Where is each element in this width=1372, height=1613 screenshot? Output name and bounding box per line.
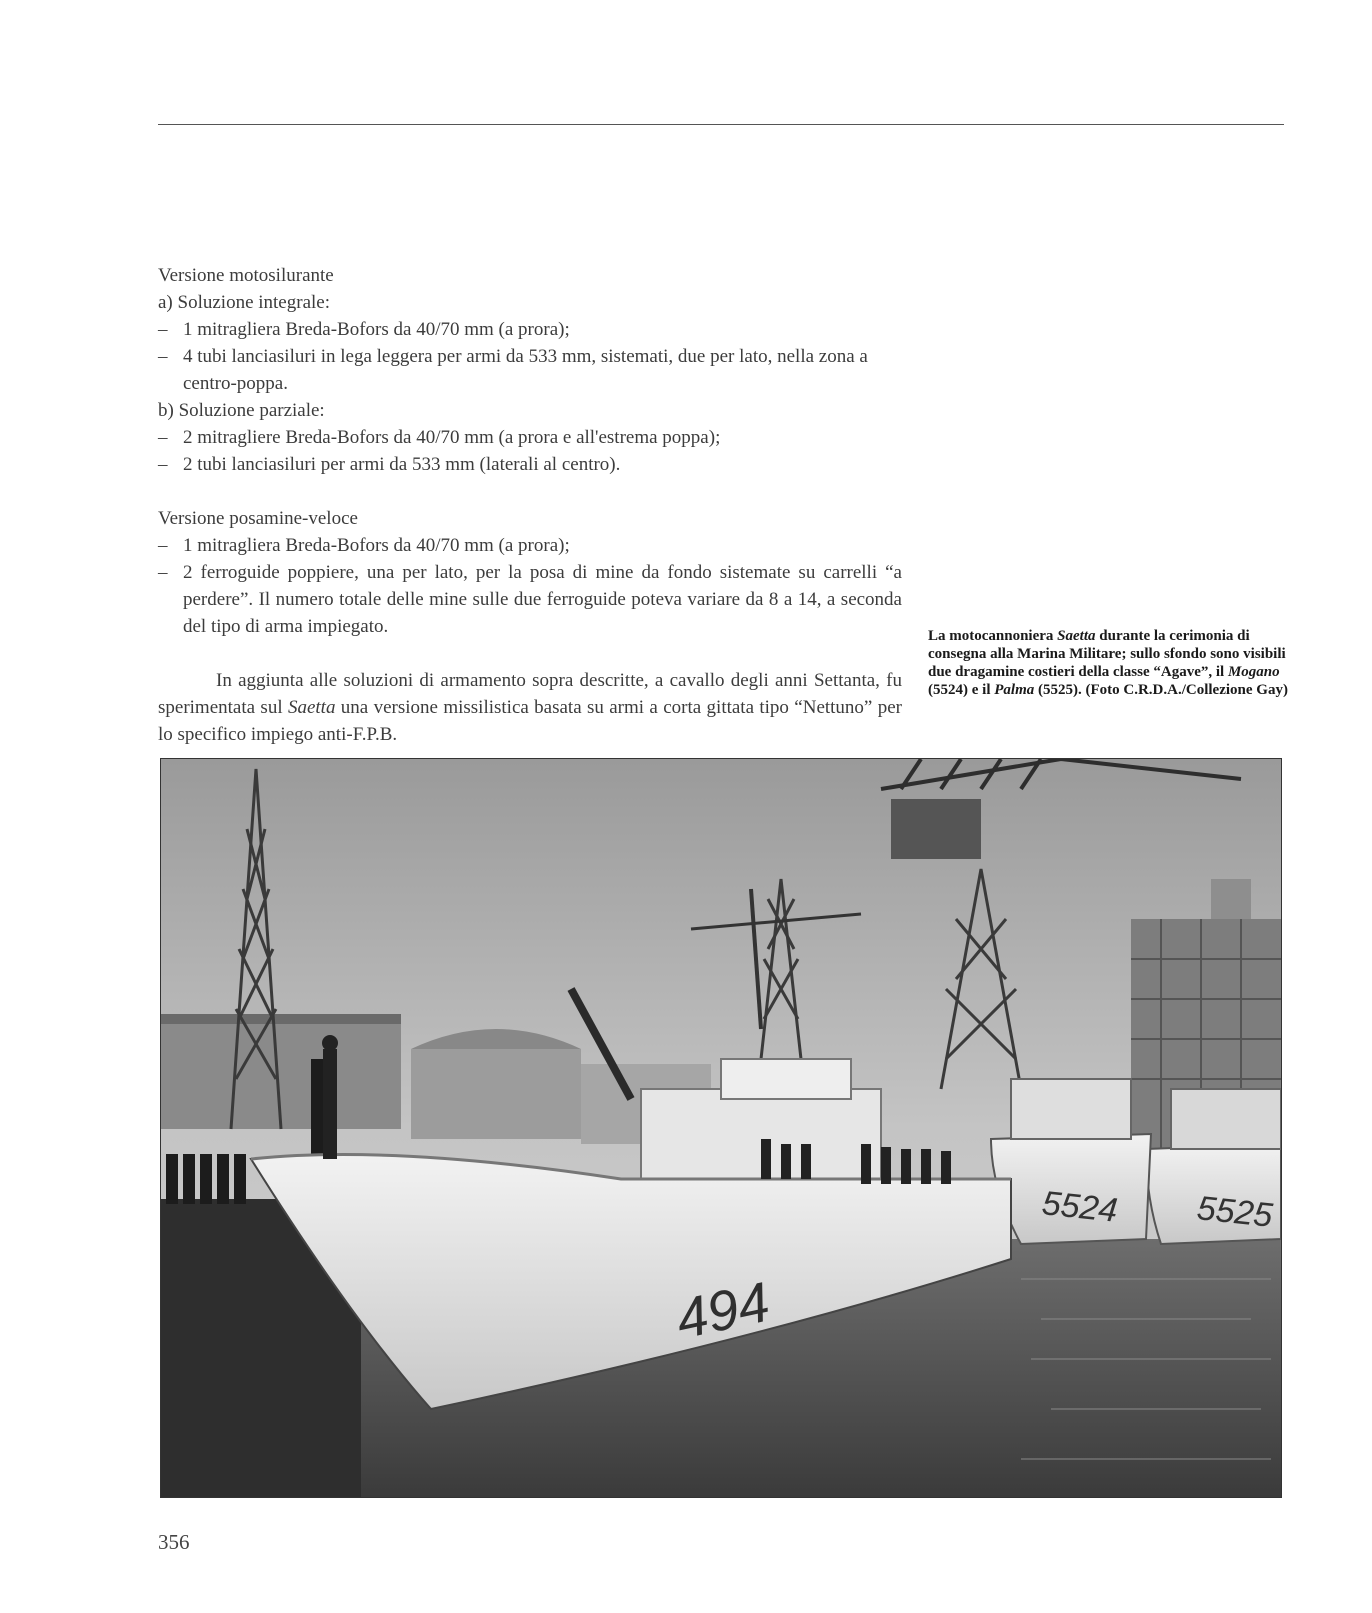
paragraph-missile	[158, 667, 902, 748]
hull-number: 494	[670, 1269, 775, 1351]
caption-text: La motocannoniera	[928, 628, 1058, 644]
heading-posamine: Versione posamine-veloce	[158, 508, 358, 529]
list-item: – 2 ferroguide poppiere, una per lato, per la posa di mine da fondo sistemate su carrelli “a perdere”. Il numero totale delle mine sulle due ferroguide poteva variare da 8 a 14, a seconda del tipo di arma impiegato.	[158, 559, 902, 640]
list-item: – 2 mitragliere Breda-Bofors da 40/70 mm (a prora e all'estrema poppa);	[158, 424, 902, 451]
photo-caption	[928, 627, 1288, 699]
list-item: – 1 mitragliera Breda-Bofors da 40/70 mm (a prora);	[158, 316, 902, 343]
body-text	[158, 262, 902, 748]
heading-motosilurante: Versione motosilurante	[158, 265, 334, 286]
minesweeper-number-5524: 5524	[1040, 1184, 1120, 1230]
ship-photo	[160, 758, 1282, 1498]
caption-text: (5524) e il	[928, 682, 995, 698]
paragraph-text: In aggiunta alle soluzioni di armamento sopra descritte, a cavallo degli anni Settanta, fu sperimentata sul	[158, 670, 902, 718]
caption-text: (5525). (Foto C.R.D.A./Collezione Gay)	[1034, 682, 1288, 698]
ship-photo-illustration	[161, 759, 1281, 1497]
list-item: – 4 tubi lanciasiluri in lega leggera per armi da 533 mm, sistemati, due per lato, nella zona a centro-poppa.	[158, 343, 902, 397]
ship-name: Saetta	[1057, 628, 1096, 644]
sub-heading-b: b) Soluzione parziale:	[158, 400, 325, 421]
ship-name: Palma	[994, 682, 1035, 698]
page-number: 356	[158, 1530, 190, 1554]
ship-name: Mogano	[1227, 664, 1280, 680]
paragraph-text: una versione missilistica basata su armi a corta gittata tipo “Nettuno” per lo specifico impiego anti-F.P.B.	[158, 697, 902, 745]
ship-name: Saetta	[287, 697, 336, 718]
list-item: – 2 tubi lanciasiluri per armi da 533 mm (laterali al centro).	[158, 451, 902, 478]
minesweeper-number-5525: 5525	[1195, 1189, 1275, 1235]
caption-text: durante la cerimonia di consegna alla Marina Militare; sullo sfondo sono visibili due dragamine costieri della classe “Agave”, il	[928, 628, 1286, 680]
header-rule	[158, 124, 1284, 125]
list-item: – 1 mitragliera Breda-Bofors da 40/70 mm (a prora);	[158, 532, 902, 559]
sub-heading-a: a) Soluzione integrale:	[158, 292, 330, 313]
